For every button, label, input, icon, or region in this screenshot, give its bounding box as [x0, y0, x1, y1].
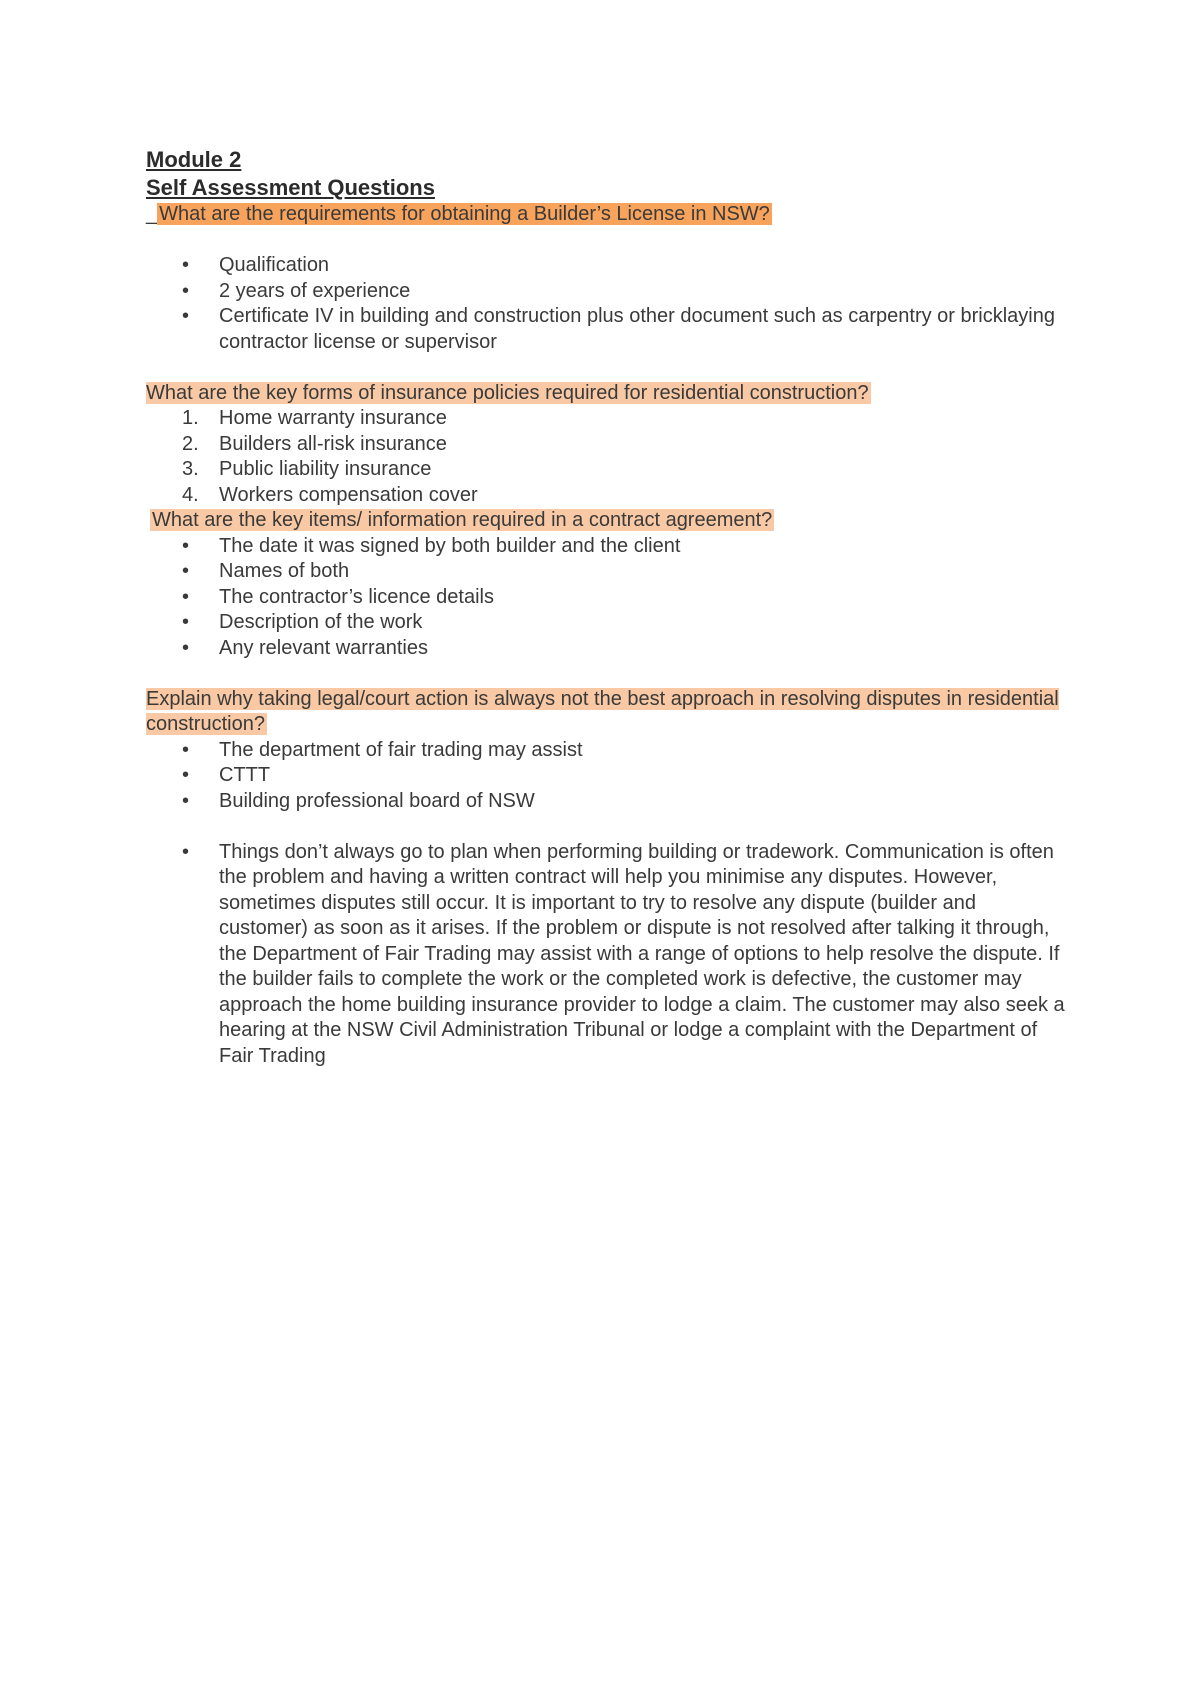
bullet-marker: • [182, 254, 190, 276]
list-item [146, 559, 1066, 585]
bullet-marker: • [182, 764, 190, 786]
list-item [146, 534, 1066, 560]
question-4-text: Explain why taking legal/court action is always not the best approach in resolving disputes in residential construction? [146, 687, 1059, 735]
spacer [146, 814, 1066, 840]
bullet-marker: • [182, 611, 190, 633]
question-3 [146, 508, 1066, 534]
question-2-answers [146, 406, 1066, 508]
list-item-text: Public liability insurance [219, 458, 432, 480]
number-marker: 1. [182, 407, 199, 429]
list-item-text: Builders all-risk insurance [219, 432, 447, 455]
question-4 [146, 687, 1066, 738]
spacer [146, 228, 1066, 254]
list-item-text: Home warranty insurance [219, 407, 447, 429]
list-item-text: Qualification [219, 254, 330, 276]
bullet-marker: • [182, 840, 190, 863]
module-title: Module 2 [146, 147, 242, 172]
list-item-text: Description of the work [219, 611, 423, 633]
question-3-answers [146, 534, 1066, 662]
list-item-text: Any relevant warranties [219, 636, 428, 659]
list-item-text: 2 years of experience [219, 279, 411, 302]
question-3-text: What are the key items/ information required in a contract agreement? [152, 509, 773, 531]
list-item [146, 406, 1066, 432]
list-item [146, 457, 1066, 483]
bullet-marker: • [182, 305, 190, 327]
question-1-prefix: _ [146, 203, 158, 225]
list-item-text: Certificate IV in building and construction plus other document such as carpentry or bricklaying contractor license or supervisor [219, 305, 1055, 353]
list-item [146, 840, 1066, 1070]
list-item [146, 253, 1066, 279]
list-item [146, 636, 1066, 662]
list-item [146, 432, 1066, 458]
bullet-marker: • [182, 560, 190, 582]
question-1 [146, 202, 1066, 228]
list-item [146, 738, 1066, 764]
number-marker: 3. [182, 458, 199, 480]
bullet-marker: • [182, 585, 190, 608]
bullet-marker: • [182, 534, 190, 557]
list-item [146, 610, 1066, 636]
list-item [146, 483, 1066, 509]
list-item [146, 304, 1066, 355]
list-item-text: Workers compensation cover [219, 483, 478, 506]
question-4-answers [146, 738, 1066, 815]
section-title: Self Assessment Questions [146, 175, 435, 200]
list-item [146, 279, 1066, 305]
list-item [146, 763, 1066, 789]
list-item-text: Building professional board of NSW [219, 789, 535, 812]
bullet-marker: • [182, 279, 190, 302]
list-item-text: CTTT [219, 764, 271, 786]
number-marker: 4. [182, 483, 199, 506]
bullet-marker: • [182, 636, 190, 659]
spacer [146, 355, 1066, 381]
list-item [146, 789, 1066, 815]
bullet-marker: • [182, 738, 190, 761]
question-4-explanation [146, 840, 1066, 1070]
explanation-paragraph: Things don’t always go to plan when performing building or tradework. Communication is often the problem and having a written contract will help you minimise any disputes. However, sometimes disputes still occur. It is important to try to resolve any dispute (builder and customer) as soon as it arises. If the problem or dispute is not resolved after talking it through, the Department of Fair Trading may assist with a range of options to help resolve the dispute. If the builder fails to complete the work or the completed work is defective, the customer may approach the home building insurance provider to lodge a claim. The customer may also seek a hearing at the NSW Civil Administration Tribunal or lodge a complaint with the Department of Fair Trading [219, 840, 1065, 1067]
list-item-text: The date it was signed by both builder and the client [219, 534, 681, 557]
question-2-text: What are the key forms of insurance policies required for residential construction? [146, 381, 869, 404]
bullet-marker: • [182, 789, 190, 812]
question-2 [146, 381, 1066, 407]
document-page [146, 146, 1066, 1069]
number-marker: 2. [182, 432, 199, 455]
list-item-text: The contractor’s licence details [219, 585, 494, 608]
question-1-answers [146, 253, 1066, 355]
list-item-text: Names of both [219, 560, 350, 582]
list-item [146, 585, 1066, 611]
spacer [146, 661, 1066, 687]
list-item-text: The department of fair trading may assist [219, 738, 583, 761]
question-1-text: What are the requirements for obtaining a Builder’s License in NSW? [159, 203, 770, 225]
